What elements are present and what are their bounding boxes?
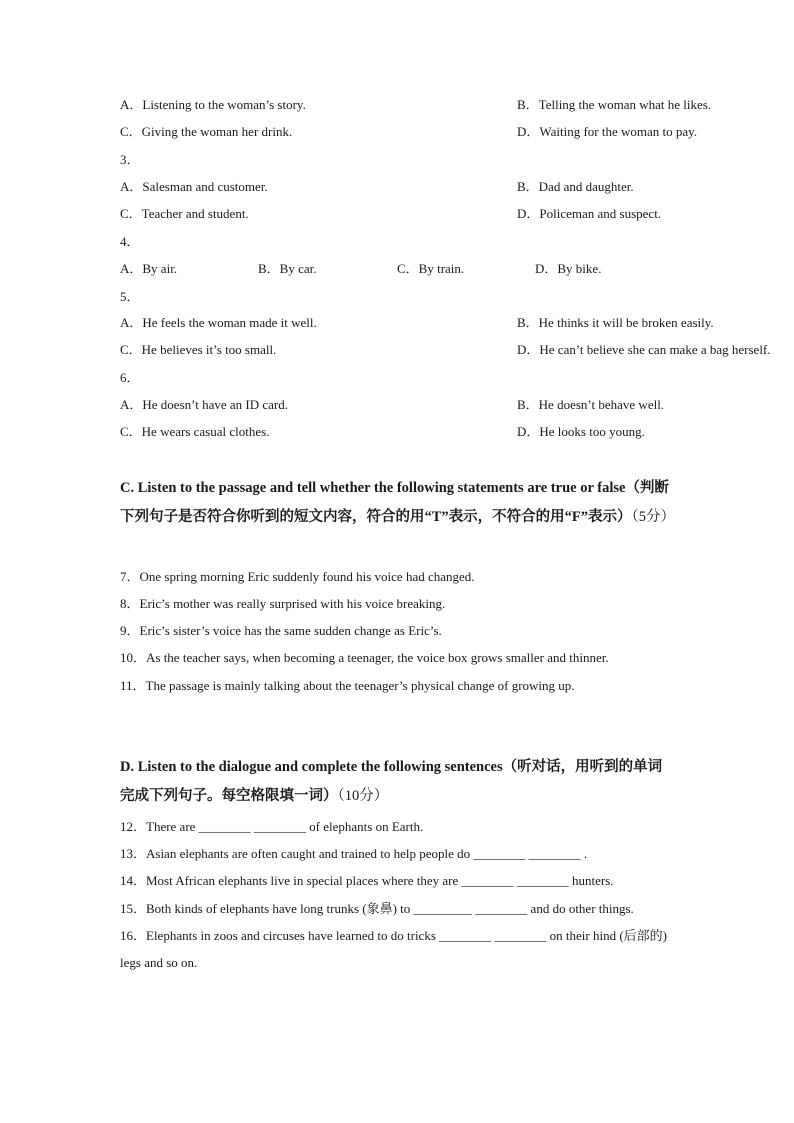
q5-option-d: D．He can’t believe she can make a bag herself. bbox=[517, 342, 771, 357]
section-c-heading-text: C. Listen to the passage and tell whether the following statements are true or false（判断下列句子是否符合你听到的短文内容，符合的用“T”表示，不符合的用“F”表示） bbox=[120, 480, 669, 525]
q2-row-2 bbox=[120, 124, 698, 140]
q4-option-a: A．By air. bbox=[120, 261, 178, 276]
q2-option-d: D．Waiting for the woman to pay. bbox=[517, 124, 698, 139]
q3-row-1 bbox=[120, 179, 634, 195]
q4-option-c: C．By train. bbox=[397, 261, 465, 276]
sentence-12: 12．There are ________ ________ of elephants on Earth. bbox=[120, 819, 424, 834]
q5-row-2 bbox=[120, 342, 771, 358]
q4-number: 4． bbox=[120, 234, 140, 249]
statement-7: 7．One spring morning Eric suddenly found his voice had changed. bbox=[120, 569, 475, 584]
q6-row-1 bbox=[120, 397, 665, 413]
q4-row bbox=[120, 261, 602, 277]
q5-option-c: C．He believes it’s too small. bbox=[120, 342, 277, 357]
statement-11: 11．The passage is mainly talking about the teenager’s physical change of growing up. bbox=[120, 678, 575, 693]
sentence-14: 14．Most African elephants live in special places where they are ________ ________ hunters. bbox=[120, 873, 614, 888]
q4-option-d: D．By bike. bbox=[535, 261, 602, 276]
q6-option-d: D．He looks too young. bbox=[517, 424, 645, 439]
q3-option-c: C．Teacher and student. bbox=[120, 206, 249, 221]
q3-number: 3． bbox=[120, 152, 140, 167]
q2-option-a: A．Listening to the woman’s story. bbox=[120, 97, 306, 112]
sentence-16: 16．Elephants in zoos and circuses have learned to do tricks ________ ________ on their hind (后部的) legs and so on. bbox=[120, 928, 667, 970]
section-c-points: （5分） bbox=[631, 509, 676, 525]
q4-option-b: B．By car. bbox=[258, 261, 317, 276]
q6-option-b: B．He doesn’t behave well. bbox=[517, 397, 665, 412]
q3-option-a: A．Salesman and customer. bbox=[120, 179, 268, 194]
q2-row-1 bbox=[120, 97, 712, 113]
section-d-heading-text: D. Listen to the dialogue and complete the following sentences（听对话，用听到的单词完成下列句子。每空格限填一词） bbox=[120, 759, 663, 804]
statement-9: 9．Eric’s sister’s voice has the same sudden change as Eric’s. bbox=[120, 623, 442, 638]
q2-option-b: B．Telling the woman what he likes. bbox=[517, 97, 712, 112]
q3-option-d: D．Policeman and suspect. bbox=[517, 206, 662, 221]
sentence-15: 15．Both kinds of elephants have long trunks (象鼻) to _________ ________ and do other things. bbox=[120, 901, 634, 916]
q5-row-1 bbox=[120, 315, 714, 331]
q2-option-c: C．Giving the woman her drink. bbox=[120, 124, 293, 139]
q5-number: 5． bbox=[120, 289, 140, 304]
sentence-13: 13．Asian elephants are often caught and trained to help people do ________ ________ . bbox=[120, 846, 588, 861]
statement-10: 10．As the teacher says, when becoming a teenager, the voice box grows smaller and thinner. bbox=[120, 650, 609, 665]
q6-option-a: A．He doesn’t have an ID card. bbox=[120, 397, 288, 412]
q5-option-a: A．He feels the woman made it well. bbox=[120, 315, 317, 330]
q6-option-c: C．He wears casual clothes. bbox=[120, 424, 270, 439]
section-c-heading bbox=[120, 474, 676, 532]
q3-option-b: B．Dad and daughter. bbox=[517, 179, 634, 194]
statement-8: 8．Eric’s mother was really surprised with his voice breaking. bbox=[120, 596, 446, 611]
section-d-heading bbox=[120, 753, 676, 811]
section-d-points: （10分） bbox=[337, 788, 389, 804]
q5-option-b: B．He thinks it will be broken easily. bbox=[517, 315, 714, 330]
q3-row-2 bbox=[120, 206, 662, 222]
q6-row-2 bbox=[120, 424, 645, 440]
q6-number: 6． bbox=[120, 370, 140, 385]
